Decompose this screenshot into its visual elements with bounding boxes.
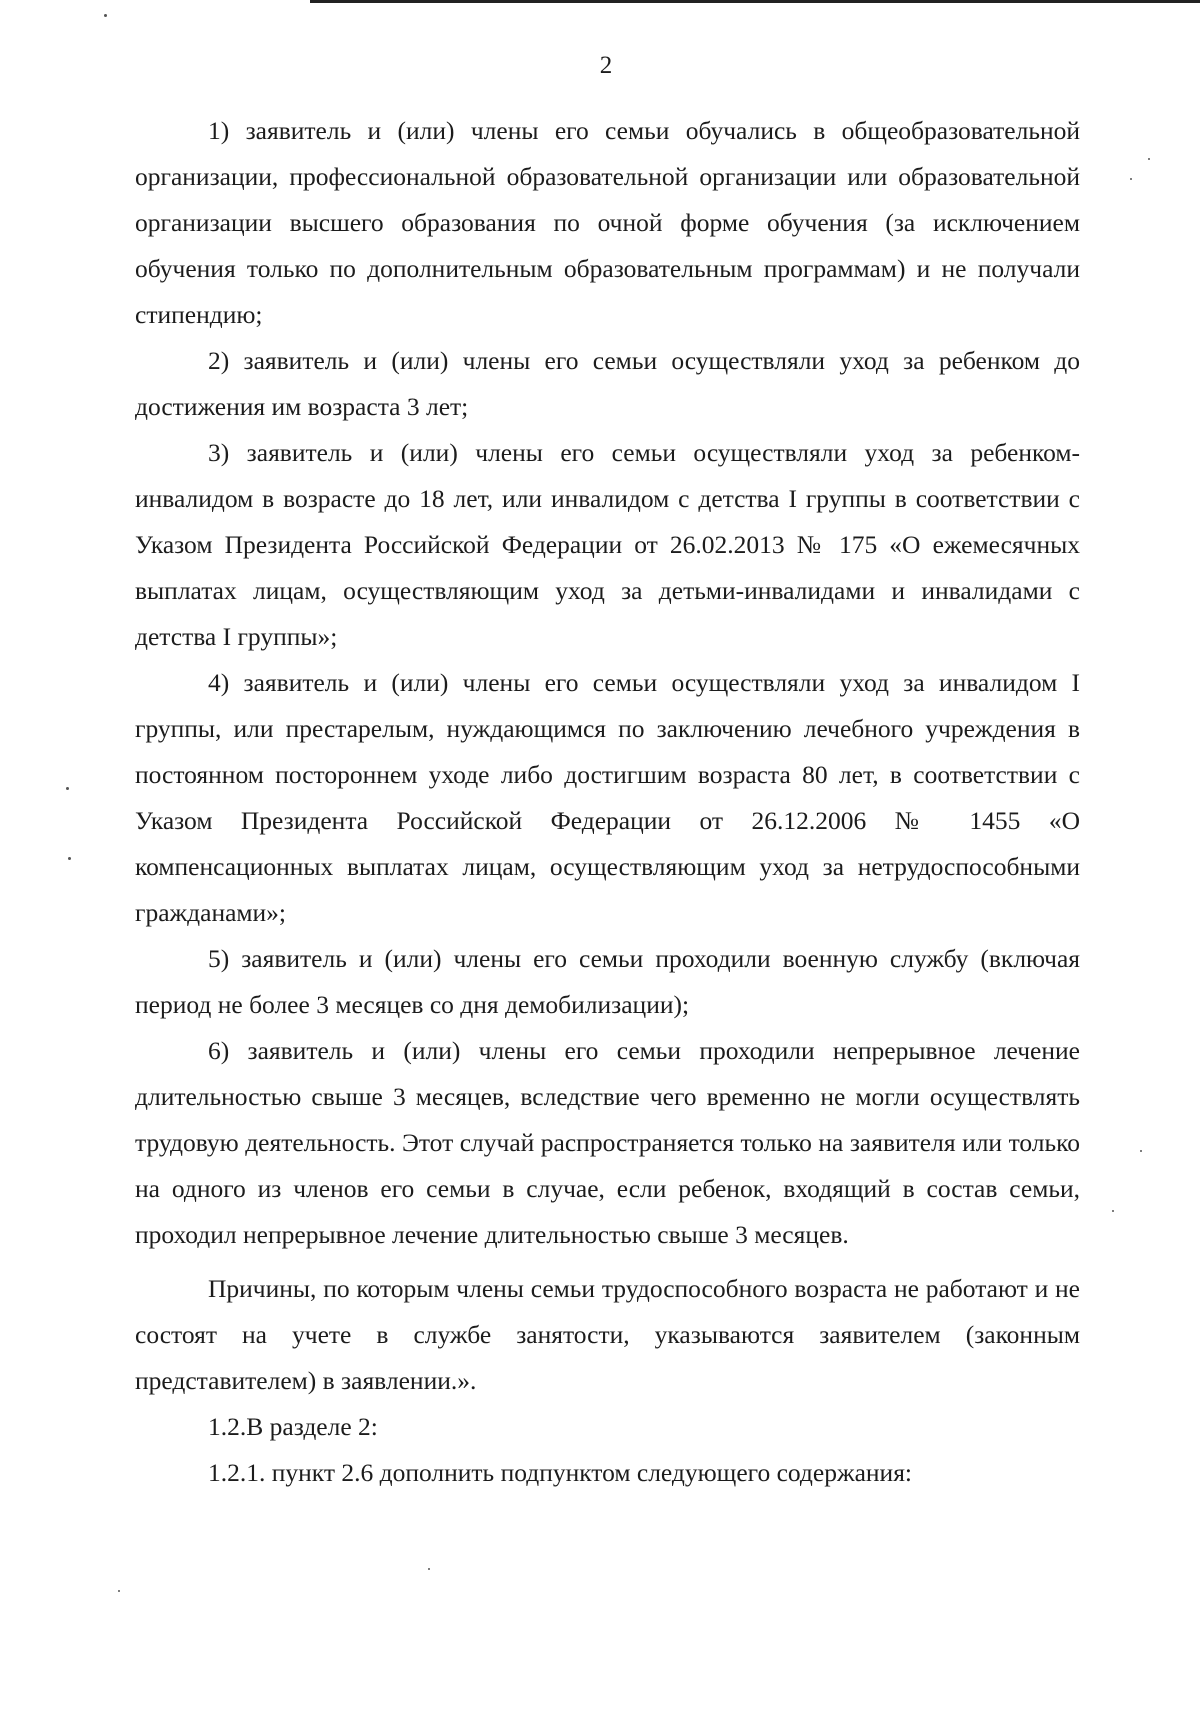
paragraph-item-1: 1) заявитель и (или) члены его семьи обучались в общеобразовательной организации, профессиональной образовательной организации или образовательной организации высшего образования по очной форме обучения (за исключением обучения только по дополнительным образовательным программам) и не получали стипендию;	[135, 116, 1080, 329]
paragraph-item-2: 2) заявитель и (или) члены его семьи осуществляли уход за ребенком до достижения им возраста 3 лет;	[135, 346, 1080, 421]
scan-speck	[104, 14, 107, 17]
paragraph-reasons: Причины, по которым члены семьи трудоспособного возраста не работают и не состоят на учете в службе занятости, указываются заявителем (законным представителем) в заявлении.».	[135, 1274, 1080, 1395]
scan-edge-line	[310, 0, 1200, 3]
document-body	[135, 108, 1080, 1496]
scan-speck	[1148, 158, 1150, 160]
scan-speck	[1140, 1150, 1142, 1152]
paragraph-subitem: 1.2.1. пункт 2.6 дополнить подпунктом следующего содержания:	[208, 1458, 913, 1487]
page-number: 2	[599, 52, 613, 79]
scan-speck	[66, 787, 69, 790]
scan-speck	[428, 1568, 430, 1570]
scan-speck	[68, 857, 71, 860]
paragraph-item-4: 4) заявитель и (или) члены его семьи осуществляли уход за инвалидом I группы, или престарелым, нуждающимся по заключению лечебного учреждения в постоянном постороннем уходе либо достигшим возраста 80 лет, в соответствии с Указом Президента Российской Федерации от 26.12.2006 № 1455 «О компенсационных выплатах лицам, осуществляющим уход за нетрудоспособными гражданами»;	[135, 668, 1080, 927]
paragraph-section-heading: 1.2.В разделе 2:	[208, 1412, 378, 1441]
scan-speck	[1130, 178, 1132, 180]
paragraph-item-6: 6) заявитель и (или) члены его семьи проходили непрерывное лечение длительностью свыше 3 месяцев, вследствие чего временно не могли осуществлять трудовую деятельность. Этот случай распространяется только на заявителя или только на одного из членов его семьи в случае, если ребенок, входящий в состав семьи, проходил непрерывное лечение длительностью свыше 3 месяцев.	[135, 1036, 1080, 1249]
scan-speck	[118, 1590, 120, 1592]
paragraph-item-3: 3) заявитель и (или) члены его семьи осуществляли уход за ребенком-инвалидом в возрасте до 18 лет, или инвалидом с детства I группы в соответствии с Указом Президента Российской Федерации от 26.02.2013 № 175 «О ежемесячных выплатах лицам, осуществляющим уход за детьми-инвалидами и инвалидами с детства I группы»;	[135, 438, 1080, 651]
paragraph-item-5: 5) заявитель и (или) члены его семьи проходили военную службу (включая период не более 3 месяцев со дня демобилизации);	[135, 944, 1080, 1019]
scan-speck	[1112, 1210, 1114, 1212]
